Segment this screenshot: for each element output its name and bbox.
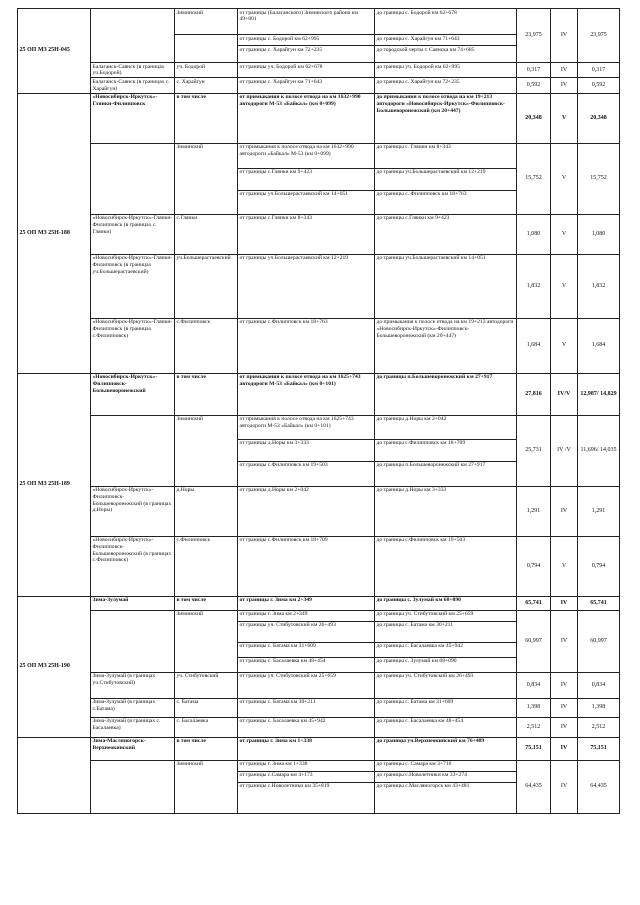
- road-area: уч. Бодорой: [175, 63, 238, 78]
- road-name: Балаганск-Саянск (в границах с. Харайгун): [91, 78, 175, 93]
- roads-table: [17, 8, 620, 814]
- road-name: «Новосибирск-Иркутск»-Гляики-Филипповск (в границах с.Филипповск): [91, 318, 175, 373]
- category-length: 2,512: [578, 717, 620, 737]
- segment-length: 64,435: [517, 760, 551, 813]
- road-category: IV/V: [551, 373, 578, 415]
- segment-length: 15,752: [517, 143, 551, 214]
- segment-from: от границы г. Зима км 2+349: [238, 596, 375, 610]
- road-code: 25 ОП МЗ 25Н-188: [18, 93, 91, 373]
- segment-to: до границы с. Бодорой км 62+678: [375, 9, 517, 35]
- road-category: IV /V: [551, 415, 578, 486]
- category-length: 1,832: [578, 254, 620, 318]
- segment-to: до границы д.Норы км 2+042: [375, 415, 517, 439]
- segment-length: 20,348: [517, 93, 551, 143]
- table-row: [18, 610, 620, 621]
- segment-to: до границы уч. Бодорой км 62+995: [375, 63, 517, 78]
- segment-from: от примыкания к полосе отвода на км 1632+990 автодороги «Байкал» М-53 (км 0+099): [238, 143, 375, 168]
- segment-from: от границы д.Норы км 2+042: [238, 486, 375, 536]
- segment-from: от границы с. Батама км 31+609: [238, 642, 375, 657]
- road-area: в том числе: [175, 373, 238, 415]
- road-category: IV: [551, 63, 578, 78]
- category-length: 0,592: [578, 78, 620, 93]
- road-category: IV: [551, 9, 578, 63]
- road-name: [91, 415, 175, 486]
- segment-length: 65,741: [517, 596, 551, 610]
- road-code: 25 ОП МЗ 25Н-045: [18, 9, 91, 94]
- segment-from: от границы г. Зима км 1+338: [238, 760, 375, 771]
- segment-from: от границы с.Новолетники км 35+819: [238, 782, 375, 813]
- road-category: V: [551, 93, 578, 143]
- segment-from: от границы уч. Бодорой км 62+678: [238, 63, 375, 78]
- segment-to: до границы уч.Большерастаевский км 14+051: [375, 254, 517, 318]
- segment-length: 1,398: [517, 698, 551, 717]
- segment-to: до границы с. Басалаевка км 45+942: [375, 642, 517, 657]
- road-area: с. Харайгун: [175, 78, 238, 93]
- table-row: [18, 596, 620, 610]
- road-category: IV: [551, 610, 578, 672]
- segment-from: от границы уч. Стибутовский км 26+493: [238, 621, 375, 642]
- segment-to: до границы п.Большеворонежский км 27+917: [375, 461, 517, 486]
- road-area: с.Гляики: [175, 214, 238, 254]
- segment-from: от границы с.Филипповск км 18+763: [238, 318, 375, 373]
- segment-length: 0,317: [517, 63, 551, 78]
- segment-to: до границы с. Зулумай км 68+090: [375, 657, 517, 672]
- road-name: [91, 9, 175, 63]
- segment-to: до границы д.Норы км 3+333: [375, 486, 517, 536]
- segment-length: 1,832: [517, 254, 551, 318]
- table-row: [18, 698, 620, 717]
- segment-from: от границы с.Гляики км 9+423: [238, 168, 375, 190]
- segment-to: до границы с. Филипповск км 18+763: [375, 190, 517, 214]
- table-row: [18, 254, 620, 318]
- segment-from: от границы с.Филипповск км 19+503: [238, 461, 375, 486]
- segment-from: от границы с. Харайгун км 71+643: [238, 78, 375, 93]
- road-code: 25 ОП МЗ 25Н-190: [18, 596, 91, 737]
- category-length: 75,151: [578, 737, 620, 760]
- road-area: Зиминский: [175, 415, 238, 486]
- road-category: V: [551, 143, 578, 214]
- segment-to: до границы уч. Стибутовский км 25+659: [375, 610, 517, 621]
- segment-to: до границы уч. Стибутовский км 26+493: [375, 672, 517, 698]
- segment-from: от границы с. Басалаевка км 45+942: [238, 717, 375, 737]
- category-length: 20,348: [578, 93, 620, 143]
- table-row: [18, 737, 620, 760]
- segment-to: до границы с. Харайгун км 71+643: [375, 35, 517, 46]
- segment-to: до границы с. Харайгун км 72+235: [375, 78, 517, 93]
- road-name: [91, 143, 175, 214]
- road-name: «Новосибирск-Иркутск»-Гляики-Филипповск (в границах с. Гляики): [91, 214, 175, 254]
- table-row: [18, 760, 620, 771]
- segment-from: от границы уч.Большерастаевский км 14+051: [238, 190, 375, 214]
- road-area: в том числе: [175, 737, 238, 760]
- road-code: 25 ОП МЗ 25Н-189: [18, 373, 91, 596]
- road-name: [91, 610, 175, 672]
- segment-from: от границы д.Норы км 3+333: [238, 439, 375, 461]
- segment-to: до границы с. Басалаевка км 48+454: [375, 717, 517, 737]
- segment-length: 0,834: [517, 672, 551, 698]
- document-page: [17, 8, 619, 814]
- table-row: [18, 143, 620, 168]
- road-area: Зиминский: [175, 9, 238, 35]
- table-row: [18, 9, 620, 35]
- road-name: Зима-Зулумай: [91, 596, 175, 610]
- segment-from: от примыкания к полосе отвода на км 1632+990 автодороги М-53 «Байкал» (км 0+099): [238, 93, 375, 143]
- table-row: [18, 536, 620, 596]
- road-name: «Новосибирск-Иркутск»-Филипповск-Большеворонежский (в границах с.Филипповск): [91, 536, 175, 596]
- road-category: IV: [551, 78, 578, 93]
- road-category: IV: [551, 760, 578, 813]
- table-row: [18, 63, 620, 78]
- road-category: IV: [551, 737, 578, 760]
- category-length: 15,752: [578, 143, 620, 214]
- road-name: Балаганск-Саянск (в границах уч.Бодорой): [91, 63, 175, 78]
- segment-from: от границы с. Басалаевка км 48+454: [238, 657, 375, 672]
- segment-from: от границы с.Гляики км 8+343: [238, 214, 375, 254]
- road-category: IV: [551, 717, 578, 737]
- table-row: [18, 486, 620, 536]
- segment-to: до границы с. Батама км 31+609: [375, 698, 517, 717]
- road-area: с. Батама: [175, 698, 238, 717]
- table-row: [18, 717, 620, 737]
- road-category: V: [551, 254, 578, 318]
- segment-length: 25,731: [517, 415, 551, 486]
- segment-from: от границы (Балаганского) Зиминского района км 49+801: [238, 9, 375, 35]
- category-length: 64,435: [578, 760, 620, 813]
- category-length: 0,794: [578, 536, 620, 596]
- segment-from: от границы уч. Стибутовский км 25+659: [238, 672, 375, 698]
- segment-from: от границы г. Зима км 2+349: [238, 610, 375, 621]
- segment-to: до границы с.Масляногорск км 43+481: [375, 782, 517, 813]
- road-area: в том числе: [175, 93, 238, 143]
- category-length: 0,834: [578, 672, 620, 698]
- segment-to: до границы с.Гляики км 9+423: [375, 214, 517, 254]
- road-area: с.Филипповск: [175, 318, 238, 373]
- segment-from: от границы с. Харайгун км 72+235: [238, 46, 375, 63]
- road-name: Зима-Зулумай (в границах с.Батама): [91, 698, 175, 717]
- table-row: [18, 318, 620, 373]
- segment-length: 0,592: [517, 78, 551, 93]
- road-area: д.Норы: [175, 486, 238, 536]
- category-length: 1,291: [578, 486, 620, 536]
- category-length: 1,398: [578, 698, 620, 717]
- road-name: Зима-Масляногорск-Верхнеокинский: [91, 737, 175, 760]
- road-area: с.Филипповск: [175, 536, 238, 596]
- table-row: [18, 672, 620, 698]
- segment-length: 0,794: [517, 536, 551, 596]
- segment-length: 23,975: [517, 9, 551, 63]
- segment-length: 1,080: [517, 214, 551, 254]
- segment-from: от границы уч.Большерастаевский км 12+219: [238, 254, 375, 318]
- road-area: уч.Большерастаевский: [175, 254, 238, 318]
- segment-to: до границы с. Зулумай км 68+090: [375, 596, 517, 610]
- road-category: IV: [551, 486, 578, 536]
- segment-from: от границы г. Зима км 1+338: [238, 737, 375, 760]
- road-category: V: [551, 536, 578, 596]
- segment-length: 75,151: [517, 737, 551, 760]
- road-category: V: [551, 318, 578, 373]
- road-category: IV: [551, 698, 578, 717]
- segment-to: до границы с.Филипповск км 18+709: [375, 439, 517, 461]
- segment-from: от границы с.Самара км 4+173: [238, 771, 375, 782]
- category-length: 60,997: [578, 610, 620, 672]
- road-category: IV: [551, 596, 578, 610]
- road-area: с. Басалаевка: [175, 717, 238, 737]
- road-code: [18, 737, 91, 813]
- road-area: Зиминский: [175, 760, 238, 813]
- category-length: 12,987/ 14,829: [578, 373, 620, 415]
- segment-to: до примыкания к полосе отвода на км 19+213 автодороги «Новосибирск-Иркутск»-Филипповск-Большеворонежский (км 20+447): [375, 93, 517, 143]
- segment-to: до границы уч.Верхнеокинский км 76+489: [375, 737, 517, 760]
- segment-to: до границы уч.Большерастаевский км 12+219: [375, 168, 517, 190]
- road-area: Зиминский: [175, 143, 238, 214]
- segment-to: до границы с. Гляики км 8+343: [375, 143, 517, 168]
- road-name: «Новосибирск-Иркутск»-Гляики-Филипповск (в границах уч.Большерастаевский): [91, 254, 175, 318]
- road-category: IV: [551, 672, 578, 698]
- category-length: 65,741: [578, 596, 620, 610]
- segment-to: до границы с.Новолетники км 33+274: [375, 771, 517, 782]
- segment-from: от границы с. Бодорой км 62+995: [238, 35, 375, 46]
- road-area: в том числе: [175, 596, 238, 610]
- table-row: [18, 373, 620, 415]
- road-name: Зима-Зулумай (в границах с. Басалаевка): [91, 717, 175, 737]
- table-row: [18, 93, 620, 143]
- road-category: V: [551, 214, 578, 254]
- segment-length: 1,684: [517, 318, 551, 373]
- category-length: 1,684: [578, 318, 620, 373]
- segment-from: от примыкания к полосе отвода на км 1625+743 автодороги М-53 «Байкал» (км 0+101): [238, 373, 375, 415]
- road-name: «Новосибирск-Иркутск»-Филипповск-Большеворонежский: [91, 373, 175, 415]
- table-row: [18, 78, 620, 93]
- road-name: Зима-Зулумай (в границах уч.Стибутовский): [91, 672, 175, 698]
- road-name: «Новосибирск-Иркутск»-Филипповск-Большеворонежский (в границах д.Норы): [91, 486, 175, 536]
- segment-from: от примыкания к полосе отвода на км 1625+743 автодороги М-53 «Байкал» (км 0+101): [238, 415, 375, 439]
- category-length: 11,696/ 14,035: [578, 415, 620, 486]
- segment-length: 60,997: [517, 610, 551, 672]
- segment-to: до городской черты г. Саянска км 74+685: [375, 46, 517, 63]
- table-row: [18, 214, 620, 254]
- road-name: [91, 760, 175, 813]
- segment-length: 2,512: [517, 717, 551, 737]
- road-area: [175, 35, 238, 63]
- category-length: 1,080: [578, 214, 620, 254]
- segment-from: от границы с.Филипповск км 18+709: [238, 536, 375, 596]
- road-name: «Новосибирск-Иркутск»-Гляики-Филипповск: [91, 93, 175, 143]
- segment-to: до границы п.Большеворонежский км 27+917: [375, 373, 517, 415]
- road-area: уч. Стибутовский: [175, 672, 238, 698]
- segment-to: до границы с. Батама км 30+211: [375, 621, 517, 642]
- road-area: Зиминский: [175, 610, 238, 672]
- segment-to: до границы с. Самара км 3+716: [375, 760, 517, 771]
- segment-to: до примыкания к полосе отвода на км 19+213 автодороги «Новосибирск-Иркутск»-Филипповск-Большеворонежский (км 20+447): [375, 318, 517, 373]
- segment-from: от границы с. Батама км 30+211: [238, 698, 375, 717]
- segment-to: до границы с.Филипповск км 19+503: [375, 536, 517, 596]
- category-length: 0,317: [578, 63, 620, 78]
- segment-length: 1,291: [517, 486, 551, 536]
- category-length: 23,975: [578, 9, 620, 63]
- table-row: [18, 415, 620, 439]
- segment-length: 27,816: [517, 373, 551, 415]
